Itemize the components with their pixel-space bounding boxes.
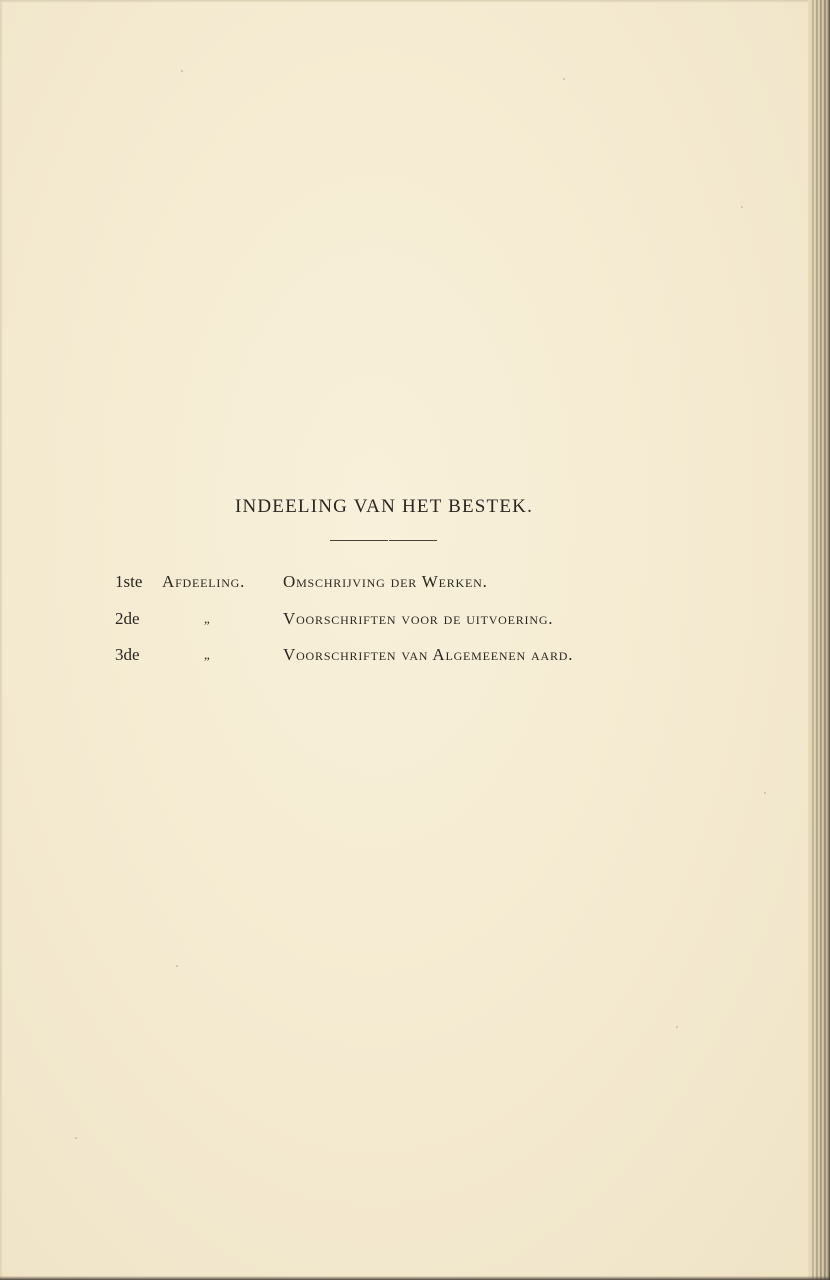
page-left-edge	[0, 0, 3, 1280]
paper-speck	[563, 78, 565, 80]
contents-number: 1ste	[115, 572, 143, 591]
contents-number: 2de	[115, 609, 140, 628]
page-title: INDEELING VAN HET BESTEK.	[234, 496, 534, 517]
paper-speck	[181, 70, 183, 72]
contents-label: Afdeeling.	[162, 572, 246, 591]
paper-speck	[75, 1137, 77, 1139]
title-rule-right	[389, 540, 437, 541]
contents-row	[0, 572, 800, 594]
paper-speck	[764, 792, 766, 794]
title-rule-left	[330, 540, 388, 541]
paper-speck	[676, 1026, 678, 1028]
page-bottom-edge	[0, 1276, 830, 1280]
contents-number: 3de	[115, 645, 140, 664]
book-page-edges	[808, 0, 830, 1280]
page-top-edge	[0, 0, 812, 3]
contents-title: Voorschriften van Algemeenen aard.	[283, 645, 574, 664]
ditto-mark: „	[204, 647, 210, 662]
contents-row	[0, 645, 800, 667]
contents-row	[0, 609, 800, 631]
paper-speck	[741, 206, 743, 208]
ditto-mark: „	[204, 611, 210, 626]
contents-title: Voorschriften voor de uitvoering.	[283, 609, 554, 628]
paper-speck	[176, 965, 178, 967]
contents-title: Omschrijving der Werken.	[283, 572, 488, 591]
